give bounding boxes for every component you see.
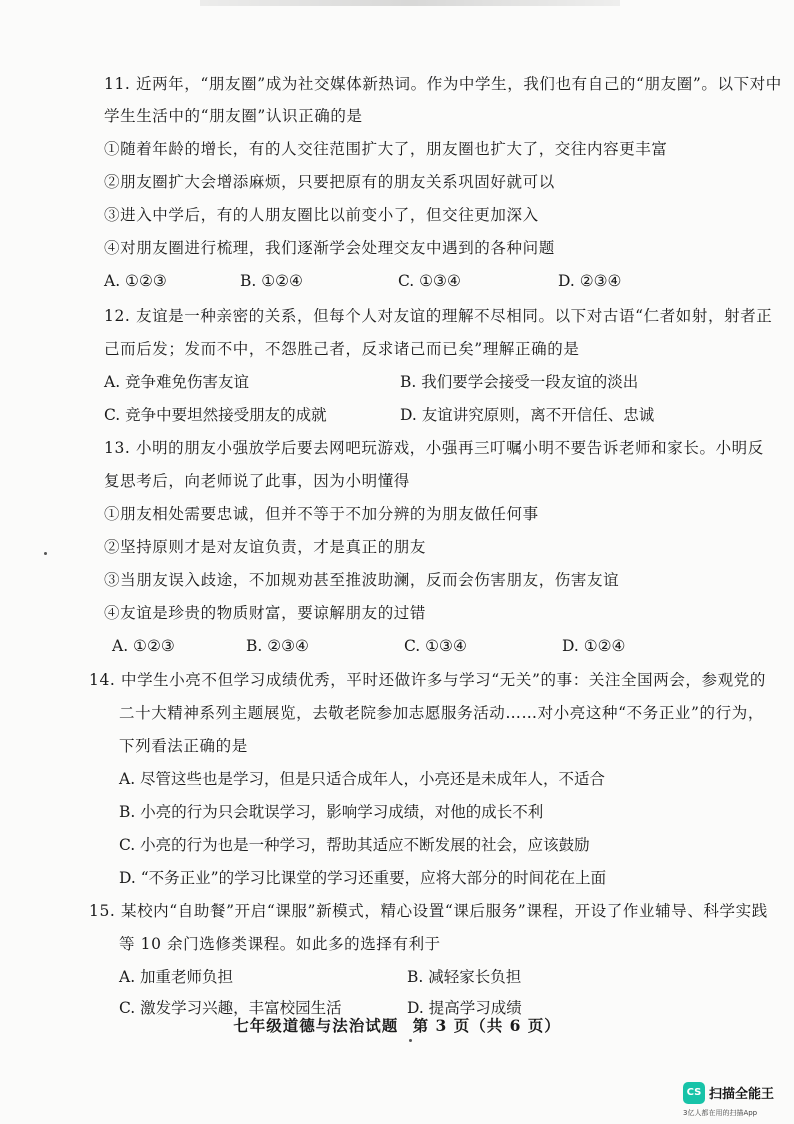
- question-13-statement-4: ④友谊是珍贵的物质财富，要谅解朋友的过错: [104, 604, 427, 622]
- scanner-watermark: [683, 1082, 788, 1122]
- question-12-option-b: B. 我们要学会接受一段友谊的淡出: [400, 373, 639, 391]
- question-15-option-c: C. 激发学习兴趣，丰富校园生活: [119, 999, 342, 1017]
- question-14-stem-line-3: 下列看法正确的是: [119, 737, 248, 755]
- question-11-option-a: A. ①②③: [104, 272, 167, 290]
- question-13-option-c: C. ①③④: [404, 637, 467, 655]
- page-footer: [0, 1014, 794, 1036]
- camscanner-logo-icon: CS: [683, 1082, 705, 1104]
- question-15-option-a: A. 加重老师负担: [119, 968, 234, 986]
- question-15-option-b: B. 减轻家长负担: [407, 968, 522, 986]
- question-12-option-c: C. 竞争中要坦然接受朋友的成就: [104, 406, 327, 424]
- question-11-stem-line-2: 学生生活中的“朋友圈”认识正确的是: [104, 107, 363, 125]
- question-11-option-c: C. ①③④: [398, 272, 461, 290]
- question-13-statement-2: ②坚持原则才是对友谊负责，才是真正的朋友: [104, 538, 427, 556]
- question-13-stem-line-2: 复思考后，向老师说了此事，因为小明懂得: [104, 472, 410, 490]
- question-14-stem-line-2: 二十大精神系列主题展览，去敬老院参加志愿服务活动……对小亮这种“不务正业”的行为，: [119, 704, 764, 722]
- question-13-option-b: B. ②③④: [246, 637, 309, 655]
- question-13-stem-line-1: 13. 小明的朋友小强放学后要去网吧玩游戏，小强再三叮嘱小明不要告诉老师和家长。小明反: [104, 439, 764, 457]
- question-12-option-d: D. 友谊讲究原则，离不开信任、忠诚: [400, 406, 655, 424]
- question-11-option-d: D. ②③④: [558, 272, 622, 290]
- footer-page-number: 第 3 页（共 6 页）: [412, 1016, 561, 1035]
- question-14-option-a: A. 尽管这些也是学习，但是只适合成年人，小亮还是未成年人，不适合: [119, 770, 606, 788]
- footer-subject: 七年级道德与法治试题: [233, 1016, 399, 1035]
- question-15-option-d: D. 提高学习成绩: [407, 999, 522, 1017]
- question-15-stem-line-2: 等 10 余门选修类课程。如此多的选择有利于: [119, 935, 441, 953]
- question-15-stem-line-1: 15. 某校内“自助餐”开启“课服”新模式，精心设置“课后服务”课程，开设了作业辅导、科学实践: [89, 902, 768, 920]
- question-14-stem-line-1: 14. 中学生小亮不但学习成绩优秀，平时还做许多与学习“无关”的事：关注全国两会，参观党的: [89, 671, 766, 689]
- question-11-option-b: B. ①②④: [240, 272, 303, 290]
- question-13-option-a: A. ①②③: [112, 637, 175, 655]
- question-11-statement-2: ②朋友圈扩大会增添麻烦，只要把原有的朋友关系巩固好就可以: [104, 173, 555, 191]
- question-14-option-b: B. 小亮的行为只会耽误学习，影响学习成绩，对他的成长不利: [119, 803, 544, 821]
- question-14-option-d: D. “不务正业”的学习比课堂的学习还重要，应将大部分的时间花在上面: [119, 869, 607, 887]
- question-14-option-c: C. 小亮的行为也是一种学习，帮助其适应不断发展的社会，应该鼓励: [119, 836, 590, 854]
- question-13-statement-3: ③当朋友误入歧途，不加规劝甚至推波助澜，反而会伤害朋友，伤害友谊: [104, 571, 620, 589]
- watermark-subtitle: 3亿人都在用的扫描App: [683, 1109, 758, 1117]
- watermark-title: 扫描全能王: [709, 1087, 775, 1102]
- question-11-statement-4: ④对朋友圈进行梳理，我们逐渐学会处理交友中遇到的各种问题: [104, 239, 555, 257]
- question-12-option-a: A. 竞争难免伤害友谊: [104, 373, 250, 391]
- question-11-statement-3: ③进入中学后，有的人朋友圈比以前变小了，但交往更加深入: [104, 206, 539, 224]
- question-12-stem-line-2: 己而后发；发而不中，不怨胜己者，反求诸己而已矣”理解正确的是: [104, 340, 580, 358]
- scan-edge-shadow: [200, 0, 620, 6]
- scan-speck: [44, 552, 47, 555]
- question-11-statement-1: ①随着年龄的增长，有的人交往范围扩大了，朋友圈也扩大了，交往内容更丰富: [104, 140, 668, 158]
- question-11-stem-line-1: 11. 近两年，“朋友圈”成为社交媒体新热词。作为中学生，我们也有自己的“朋友圈”。以下对中: [104, 75, 782, 93]
- question-12-stem-line-1: 12. 友谊是一种亲密的关系，但每个人对友谊的理解不尽相同。以下对古语“仁者如射，射者正: [104, 307, 773, 325]
- scan-speck: [409, 1039, 412, 1042]
- question-13-option-d: D. ①②④: [562, 637, 626, 655]
- question-13-statement-1: ①朋友相处需要忠诚，但并不等于不加分辨的为朋友做任何事: [104, 505, 539, 523]
